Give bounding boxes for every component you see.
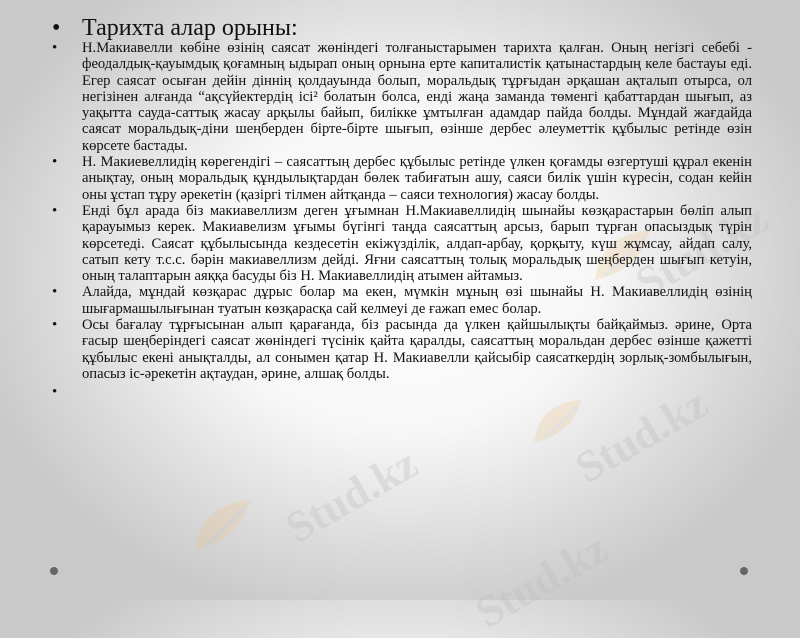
slide-title: • Тарихта алар орыны:: [52, 14, 298, 42]
bullet-paragraph: • Н.Макиавелли көбіне өзінің саясат жөніндегі толғаныстарымен тарихта қалған. Оның негізгі себебі - феодалдық-қауымдық қоғамның ыдырап оның орнына ерте капиталистік қатынастардың келе бастауы еді. Егер саясат осыған дейін діннің қолдауында болып, моральдық тұрғыдан әрқашан ақталып отырса, ол негізінен алғанда “ақсүйектердің ісі² болатын болса, енді жаңа заманда төменгі қабаттардан шығып, аз уақытта сауда-саттық жасау арқылы байып, билікке ұмтылған адамдар пайда болды. Мұндай жағдайда саясат моральдық-діни шеңберден бірте-бірте шығып, өзінше дербес әлеуметтік құбылыс ретінде өзін көрсете бастады.: [52, 40, 752, 154]
bullet-paragraph: • Енді бұл арада біз макиавеллизм деген ұғымнан Н.Макиавеллидің шынайы көзқарастарын бөліп алып қарауымыз керек. Макиавелизм ұғымы бүгінгі таңда саясаттың арсыз, барып тұрған опасыздық түрін көрсетеді. Саясат құбылысында кездесетін екіжүзділік, алдап-арбау, қорқыту, күш жұмсау, айдап салу, сатып кету т.с.с. бәрін макиавеллизм дейді. Яғни саясаттың толық моральдық шеңберден шығып кетуін, оның талаптарын аяққа басуды біз Н. Макиавеллидің атымен айтамыз.: [52, 203, 752, 284]
bullet-paragraph: • Алайда, мұндай көзқарас дұрыс болар ма екен, мүмкін мұның өзі шынайы Н. Макиавеллидің өзінің шығармашылығынан туатын көзқарасқа сай келмеуі де ғажап емес болар.: [52, 284, 752, 317]
bullet-paragraph: • Н. Макиевеллидің көрегендігі – саясаттың дербес құбылыс ретінде үлкен қоғамды өзгертуші құрал екенін анықтау, оның моральдық құндылықтардан бөлек табиғатын ашу, саяси билік үшін күресін, содан кейін оны ұстап тұру әрекетін (қазіргі тілмен айтқанда – саяси технология) жасау болды.: [52, 154, 752, 203]
watermark-text: Stud.kz: [467, 523, 616, 638]
watermark-leaf-icon: [190, 495, 260, 560]
nav-dot-left: [50, 567, 58, 575]
bullet-list: [52, 40, 752, 402]
bullet-paragraph: • Осы бағалау тұрғысынан алып қарағанда, біз расында да үлкен қайшылықты байқаймыз. әрине, Орта ғасыр шеңберіндегі саясат жөніндегі түсінік қайта қаралды, саясаттың моральдан дербес өзінше қажетті құбылыс екені анықталды, ал сонымен қатар Н. Макиавелли қайсыбір саясаткердің зорлық-зомбылығын, опасыз іс-әрекетін ақтаудан, әрине, алшақ болды.: [52, 317, 752, 382]
watermark-leaf-icon: [530, 395, 590, 452]
watermark-text: Stud.kz: [627, 193, 776, 308]
nav-dot-right: [740, 567, 748, 575]
watermark-text: Stud.kz: [567, 378, 716, 493]
watermark-text: Stud.kz: [277, 438, 426, 553]
empty-bullet: [52, 384, 752, 402]
